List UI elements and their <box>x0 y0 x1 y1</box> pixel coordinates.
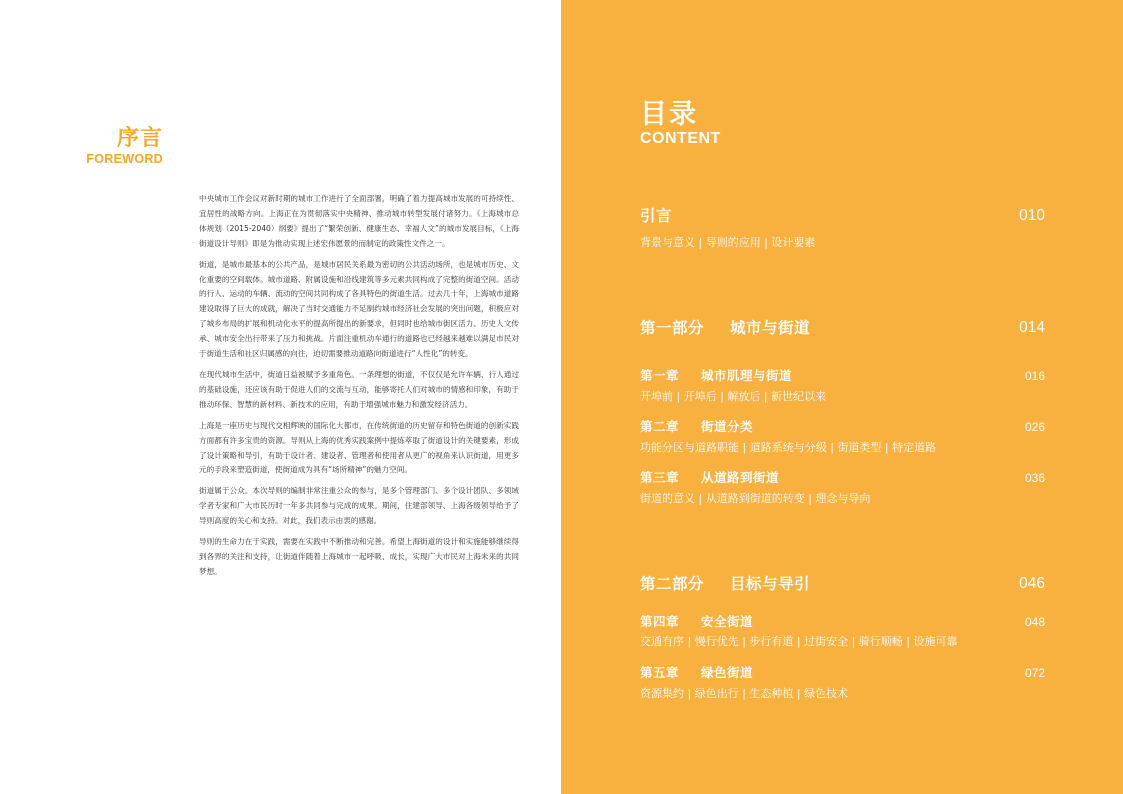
toc-ch3-label: 第三章 <box>640 470 680 485</box>
foreword-title-cn: 序言 <box>116 126 163 151</box>
toc-ch3-page: 036 <box>1024 471 1045 485</box>
toc-ch5-page: 072 <box>1024 666 1045 680</box>
toc-entry-ch1[interactable] <box>640 367 1045 391</box>
foreword-paragraph: 导则的生命力在于实践，需要在实践中不断推动和完善。希望上海街道的设计和实施能够继续得到各界的关注和支持，让街道伴随着上海城市一起呼吸、成长，实现广大市民对上海未来的共同梦想。 <box>199 537 519 576</box>
toc-entry-ch5[interactable] <box>640 664 1045 688</box>
foreword-body <box>199 192 519 586</box>
toc-ch4-label: 第四章 <box>640 614 680 629</box>
toc-ch1-page: 016 <box>1024 369 1045 383</box>
toc-part1-page: 014 <box>1019 319 1045 336</box>
toc-ch4-title: 安全街道 <box>701 614 754 629</box>
toc-part2-title: 目标与导引 <box>730 575 811 593</box>
toc-ch5-title: 绿色街道 <box>701 665 754 680</box>
foreword-paragraph: 中央城市工作会议对新时期的城市工作进行了全面部署，明确了着力提高城市发展的可持续性、宜居性的战略方向。上海正在为贯彻落实中央精神、推动城市转型发展付诸努力。《上海城市总体规划（2015-2040）纲要》提出了“繁荣创新、健康生态、幸福人文”的城市发展目标，《上海街道设计导则》即是为推动实现上述宏伟愿景的而制定的政策性文件之一。 <box>199 194 519 248</box>
toc-part1-title: 城市与街道 <box>730 319 811 337</box>
toc-ch1-sub: 开埠前 | 开埠后 | 解放后 | 新世纪以来 <box>640 390 827 403</box>
toc-ch3-sub: 街道的意义 | 从道路到街道的转变 | 理念与导向 <box>640 492 871 505</box>
toc-part2-page: 046 <box>1019 575 1045 592</box>
foreword-paragraph: 在现代城市生活中，街道日益被赋予多重角色。一条理想的街道，不仅仅是允许车辆、行人通过的基础设施，还应该有助于促进人们的交流与互动，能够寄托人们对城市的情感和印象，有助于推动环保、智慧的新材料、新技术的应用，有助于增强城市魅力和激发经济活力。 <box>199 369 519 409</box>
contents-title <box>640 100 721 148</box>
toc-entry-part2[interactable] <box>640 573 1045 597</box>
toc-ch2-title: 街道分类 <box>701 419 754 434</box>
toc-entry-intro[interactable] <box>640 205 1045 229</box>
toc-intro-title: 引言 <box>640 207 673 225</box>
toc-entry-part1[interactable] <box>640 317 1045 341</box>
toc-ch3-title: 从道路到街道 <box>701 470 780 485</box>
toc-intro-page: 010 <box>1019 207 1045 224</box>
toc-ch1-title: 城市肌理与街道 <box>701 368 793 383</box>
contents-title-cn: 目录 <box>640 99 698 130</box>
foreword-title-en: FOREWORD <box>86 152 163 166</box>
toc-entry-ch3[interactable] <box>640 469 1045 493</box>
foreword-title <box>86 126 163 166</box>
toc-ch2-label: 第二章 <box>640 419 680 434</box>
toc-entry-ch4[interactable] <box>640 613 1045 637</box>
toc-part2-label: 第二部分 <box>640 575 705 593</box>
contents-title-en: CONTENT <box>640 130 721 147</box>
foreword-paragraph: 上海是一座历史与现代交相辉映的国际化大都市，在传统街道的历史留存和特色街道的创新实践方面都有许多宝贵的资源。导则从上海的优秀实践案例中提炼萃取了街道设计的关键要素，形成了设计策略和导引，有助于设计者、建设者、管理者和使用者从更广的视角来认识街道，用更多元的手段来塑造街道，使街道成为具有“场所精神”的魅力空间。 <box>199 420 519 475</box>
foreword-page <box>0 0 561 794</box>
toc-part1-label: 第一部分 <box>640 319 705 337</box>
toc-ch5-label: 第五章 <box>640 665 680 680</box>
toc-ch1-label: 第一章 <box>640 368 680 383</box>
toc-intro-sub: 背景与意义 | 导则的应用 | 设计要素 <box>640 236 816 249</box>
foreword-paragraph: 街道，是城市最基本的公共产品，是城市居民关系最为密切的公共活动场所，也是城市历史、文化重要的空间载体。城市道路、附属设施和沿线建筑等多元素共同构成了完整的街道空间。活动的行人、运动的车辆、流动的空间共同构成了各具特色的街道生活。过去几十年，上海城市道路建设取得了巨大的成就，解决了当时交通能力不足制约城市经济社会发展的突出问题，积极应对了城乡布局的扩展和机动化水平的提高所提出的新要求，但同时也给城市街区活力、历史人文传承、城市安全出行带来了压力和挑战。片面注重机动车通行的道路也已经越来越难以满足市民对于街道生活和社区归属感的向往，迫切需要推动道路向街道进行“人性化”的转变。 <box>199 259 519 359</box>
toc-ch2-sub: 功能分区与道路职能 | 道路系统与分级 | 街道类型 | 特定道路 <box>640 441 937 454</box>
toc-ch4-page: 048 <box>1024 615 1045 629</box>
foreword-paragraph: 街道属于公众。本次导则的编制非常注重公众的参与，是多个管理部门、多个设计团队、多领域学者专家和广大市民历时一年多共同参与完成的成果。期间，住建部领导、上海各级领导给予了导则高度的关心和支持。对此，我们表示由衷的感谢。 <box>199 486 519 526</box>
toc-ch5-sub: 资源集约 | 绿色出行 | 生态种植 | 绿色技术 <box>640 687 849 700</box>
toc-entry-ch2[interactable] <box>640 418 1045 442</box>
toc-ch4-sub: 交通有序 | 慢行优先 | 步行有道 | 过街安全 | 骑行顺畅 | 设施可靠 <box>640 635 958 648</box>
toc-ch2-page: 026 <box>1024 420 1045 434</box>
